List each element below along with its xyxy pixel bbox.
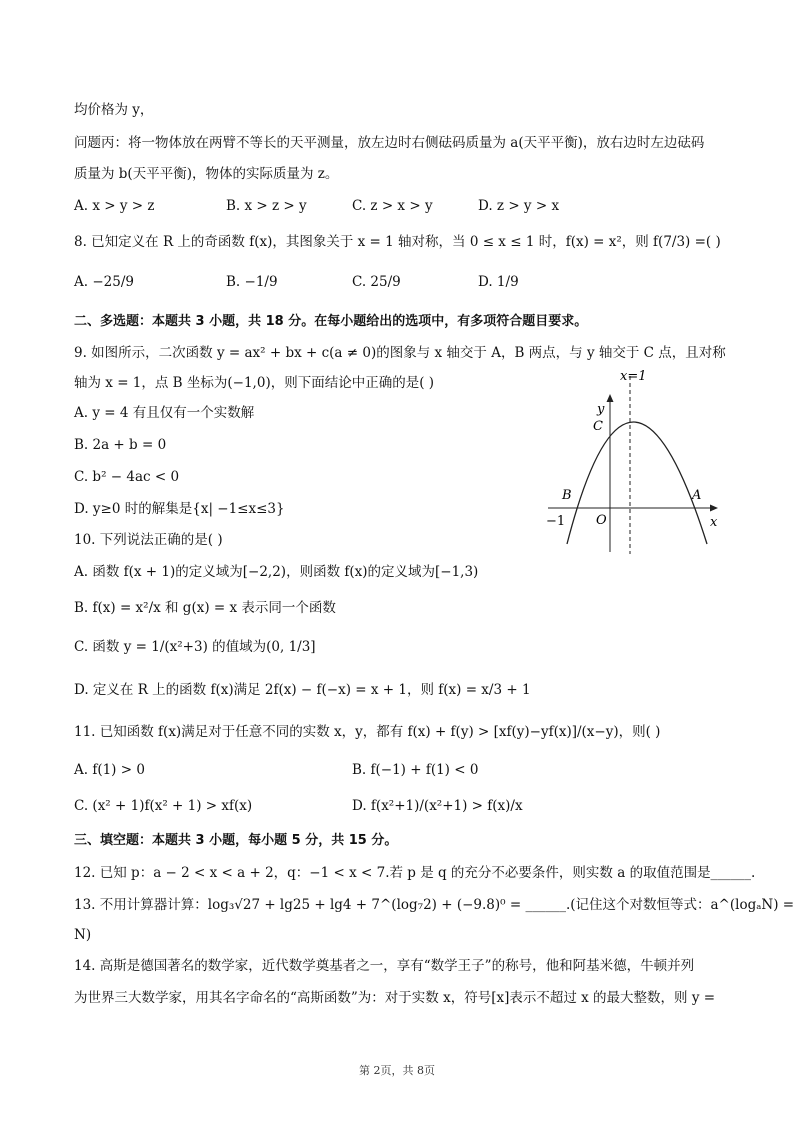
option-a: A. y = 4 有且仅有一个实数解 bbox=[74, 405, 255, 421]
option-a: A. −25/9 bbox=[74, 274, 134, 290]
point-c-label: C bbox=[593, 419, 603, 434]
option-c: C. (x² + 1)f(x² + 1) > xf(x) bbox=[74, 798, 253, 814]
option-d: D. f(x²+1)/(x²+1) > f(x)/x bbox=[352, 798, 523, 814]
question-stem: 11. 已知函数 f(x)满足对于任意不同的实数 x，y，都有 f(x) + f(y) > [xf(y)−yf(x)]/(x−y)，则( ) bbox=[74, 724, 661, 740]
question-stem-cont: 为世界三大数学家，用其名字命名的“高斯函数”为：对于实数 x，符号[x]表示不超过 x 的最大整数，则 y = bbox=[74, 990, 716, 1006]
x-axis-arrow bbox=[710, 505, 718, 512]
text-line: 问题丙：将一物体放在两臂不等长的天平测量，放左边时右侧砝码质量为 a(天平平衡)，放右边时左边砝码 bbox=[74, 135, 705, 151]
page-footer: 第 2页，共 8页 bbox=[359, 1064, 435, 1077]
question-stem: 8. 已知定义在 R 上的奇函数 f(x)，其图象关于 x = 1 轴对称，当 0 ≤ x ≤ 1 时，f(x) = x²，则 f(7/3) =( ) bbox=[74, 234, 721, 250]
option-a: A. f(1) > 0 bbox=[74, 762, 145, 778]
option-c: C. 25/9 bbox=[352, 274, 401, 290]
origin-label: O bbox=[596, 513, 607, 528]
symmetry-axis-label: x=1 bbox=[620, 369, 647, 384]
option-a: A. x > y > z bbox=[74, 198, 155, 214]
question-stem: 9. 如图所示，二次函数 y = ax² + bx + c(a ≠ 0)的图象与 x 轴交于 A，B 两点，与 y 轴交于 C 点，且对称 bbox=[74, 345, 726, 361]
point-a-label: A bbox=[692, 488, 702, 503]
y-axis-label: y bbox=[597, 402, 605, 417]
section-heading-fill-in: 三、填空题：本题共 3 小题，每小题 5 分，共 15 分。 bbox=[74, 833, 398, 848]
option-c: C. 函数 y = 1/(x²+3) 的值域为(0, 1/3] bbox=[74, 639, 316, 655]
option-b: B. −1/9 bbox=[226, 274, 278, 290]
question-stem: 13. 不用计算器计算：log₃√27 + lg25 + lg4 + 7^(log₇2) + (−9.8)⁰ = ______.(记住这个对数恒等式：a^(logₐN) = bbox=[74, 897, 794, 913]
point-b-label: B bbox=[562, 488, 572, 503]
text-line: 均价格为 y， bbox=[74, 102, 154, 118]
text-line: 质量为 b(天平平衡)，物体的实际质量为 z。 bbox=[74, 166, 339, 182]
question-stem-cont: 轴为 x = 1，点 B 坐标为(−1,0)，则下面结论中正确的是( ) bbox=[74, 375, 435, 391]
parabola-figure bbox=[540, 366, 730, 556]
question-stem-cont: N) bbox=[74, 927, 92, 943]
option-b: B. 2a + b = 0 bbox=[74, 437, 167, 453]
option-b: B. f(−1) + f(1) < 0 bbox=[352, 762, 479, 778]
option-d: D. 定义在 R 上的函数 f(x)满足 2f(x) − f(−x) = x + 1，则 f(x) = x/3 + 1 bbox=[74, 682, 531, 698]
option-c: C. z > x > y bbox=[352, 198, 433, 214]
option-d: D. y≥0 时的解集是{x| −1≤x≤3} bbox=[74, 501, 285, 517]
option-d: D. 1/9 bbox=[478, 274, 519, 290]
parabola-curve bbox=[567, 422, 707, 544]
option-d: D. z > y > x bbox=[478, 198, 560, 214]
y-axis-arrow bbox=[607, 394, 614, 402]
x-axis-label: x bbox=[710, 515, 718, 530]
option-b: B. f(x) = x²/x 和 g(x) = x 表示同一个函数 bbox=[74, 600, 336, 616]
question-stem: 14. 高斯是德国著名的数学家，近代数学奠基者之一，享有“数学王子”的称号，他和阿基米德，牛顿并列 bbox=[74, 958, 695, 974]
option-a: A. 函数 f(x + 1)的定义域为[−2,2)，则函数 f(x)的定义域为[−1,3) bbox=[74, 564, 479, 580]
option-b: B. x > z > y bbox=[226, 198, 307, 214]
section-heading-multiple-choice: 二、多选题：本题共 3 小题，共 18 分。在每小题给出的选项中，有多项符合题目要求。 bbox=[74, 314, 588, 329]
question-stem: 10. 下列说法正确的是( ) bbox=[74, 532, 223, 548]
minus-one-label: −1 bbox=[546, 514, 566, 529]
question-12: 12. 已知 p：a − 2 < x < a + 2，q：−1 < x < 7.若 p 是 q 的充分不必要条件，则实数 a 的取值范围是______. bbox=[74, 865, 756, 881]
option-c: C. b² − 4ac < 0 bbox=[74, 469, 180, 485]
